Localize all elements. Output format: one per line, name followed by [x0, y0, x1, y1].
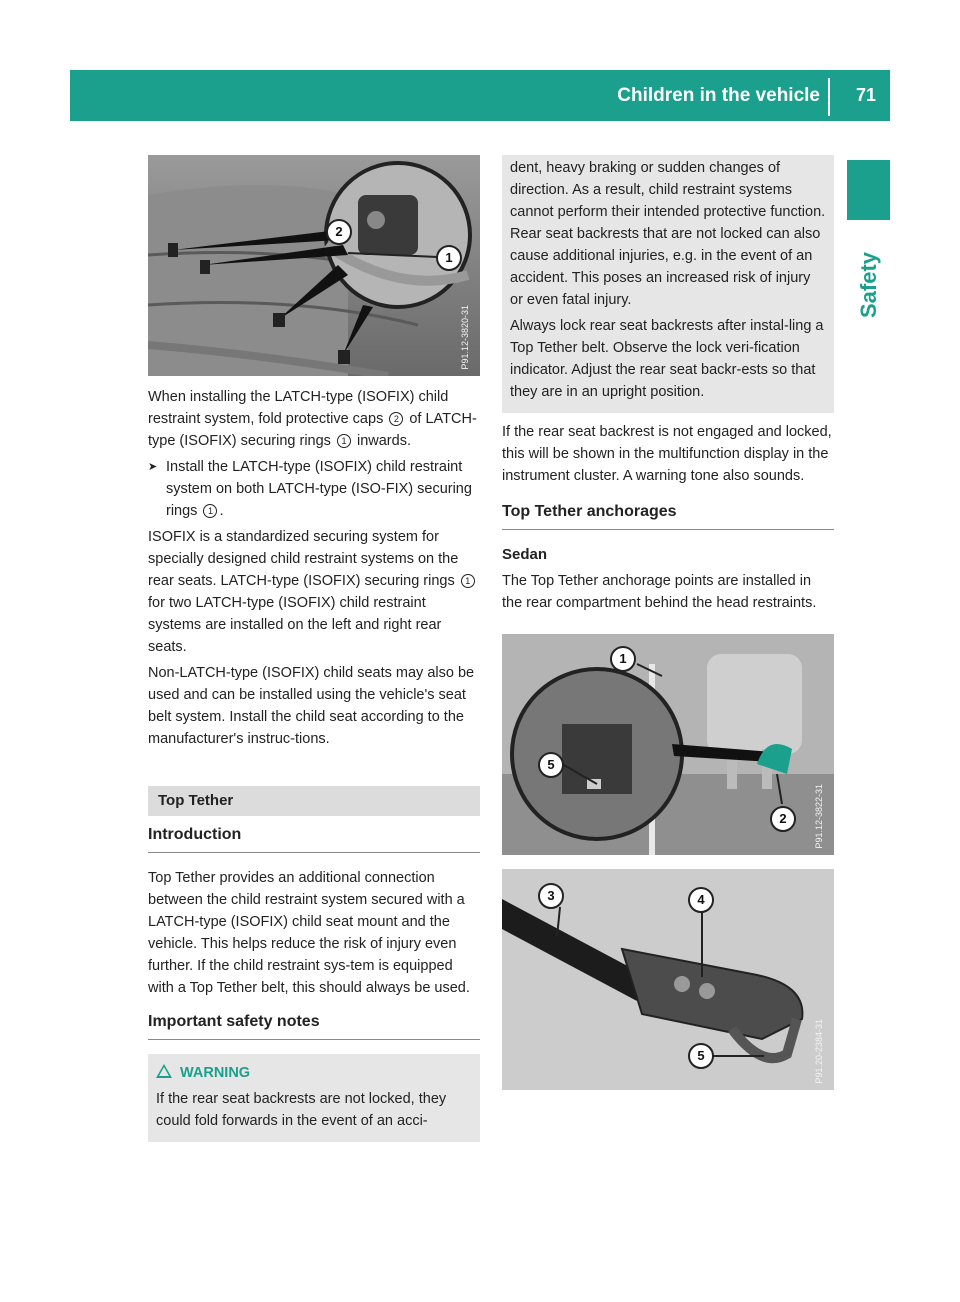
side-tab-text: Safety	[855, 251, 881, 319]
page-number: 71	[855, 85, 876, 105]
warning-cont-text-2: Always lock rear seat backrests after instal-ling a Top Tether belt. Observe the lock veri-fication indicator. Adjust the rear seat backr-ests so that they are in an upright position.	[510, 318, 824, 400]
warning-icon	[156, 1064, 172, 1078]
callout-2: 2	[326, 219, 352, 245]
introduction-heading: Introduction	[148, 824, 480, 853]
right-column	[502, 155, 834, 1090]
header-divider	[828, 78, 830, 116]
warning-title: WARNING	[156, 1062, 472, 1084]
multifunction-paragraph: If the rear seat backrest is not engaged and locked, this will be shown in the multifunction display in the instrument cluster. A warning tone also sounds.	[502, 424, 832, 484]
side-tab-label	[847, 235, 890, 335]
figure-code: P91.12-3820-31	[460, 305, 470, 370]
callout-1: 1	[436, 245, 462, 271]
sedan-heading: Sedan	[502, 546, 548, 563]
arrow-right-icon: ➤	[148, 461, 158, 473]
isofix-paragraph-3: Non-LATCH-type (ISOFIX) child seats may also be used and can be installed using the vehicle's seat belt system. Install the child seat according to the manufacturer's instruc-tions.	[148, 665, 475, 747]
left-column	[148, 155, 480, 1142]
warning-text: If the rear seat backrests are not locked, they could fold forwards in the event of an acci-	[156, 1091, 447, 1129]
warning-cont-text-1: dent, heavy braking or sudden changes of direction. As a result, child restraint systems cannot perform their intended protective function. Rear seat backrests that are not locked can also cause additional injuries, e.g. in the event of an accident. This poses an increased risk of injury or even fatal injury.	[510, 160, 826, 308]
callout-4: 4	[688, 887, 714, 913]
callout-3: 3	[538, 883, 564, 909]
figure-code: P91.12-3822-31	[814, 784, 824, 849]
warning-continuation	[502, 155, 834, 413]
instruction-bullet: ➤ Install the LATCH-type (ISOFIX) child restraint system on both LATCH-type (ISO-FIX) securing rings 1 .	[148, 456, 480, 522]
ref-2-icon: 2	[389, 412, 403, 426]
sedan-text: The Top Tether anchorage points are installed in the rear compartment behind the head restraints.	[502, 573, 817, 611]
ref-1-icon: 1	[337, 434, 351, 448]
anchorages-heading: Top Tether anchorages	[502, 501, 834, 530]
callout-5: 5	[538, 752, 564, 778]
isofix-paragraph-2: ISOFIX is a standardized securing system for specially designed child restraint systems on the rear seats. LATCH-type (ISOFIX) securing rings 1 for two LATCH-type (ISOFIX) child restraint systems are installed on the left and right rear seats.	[148, 526, 480, 658]
side-tab-marker	[847, 160, 890, 220]
tether-hook-photo	[502, 869, 834, 1090]
top-tether-heading: Top Tether	[148, 786, 480, 816]
warning-box	[148, 1054, 480, 1142]
ref-1-icon: 1	[461, 574, 475, 588]
isofix-illustration	[148, 155, 480, 376]
callout-2: 2	[770, 806, 796, 832]
isofix-paragraph-1: When installing the LATCH-type (ISOFIX) child restraint system, fold protective caps 2 of LATCH-type (ISOFIX) securing rings 1 inwards.	[148, 389, 477, 449]
safety-notes-heading: Important safety notes	[148, 1011, 480, 1040]
callout-5: 5	[688, 1043, 714, 1069]
header-bar	[70, 70, 890, 121]
figure-code: P91.20-2384-31	[814, 1019, 824, 1084]
ref-1-icon: 1	[203, 504, 217, 518]
introduction-text: Top Tether provides an additional connection between the child restraint system secured with a LATCH-type (ISOFIX) child seat mount and the vehicle. This helps reduce the risk of injury even further. If the child restraint sys-tem is equipped with a Top Tether belt, this should always be used.	[148, 870, 470, 996]
anchorage-photo	[502, 634, 834, 855]
page-title: Children in the vehicle	[617, 85, 820, 106]
isofix-photo	[148, 155, 480, 376]
callout-1: 1	[610, 646, 636, 672]
